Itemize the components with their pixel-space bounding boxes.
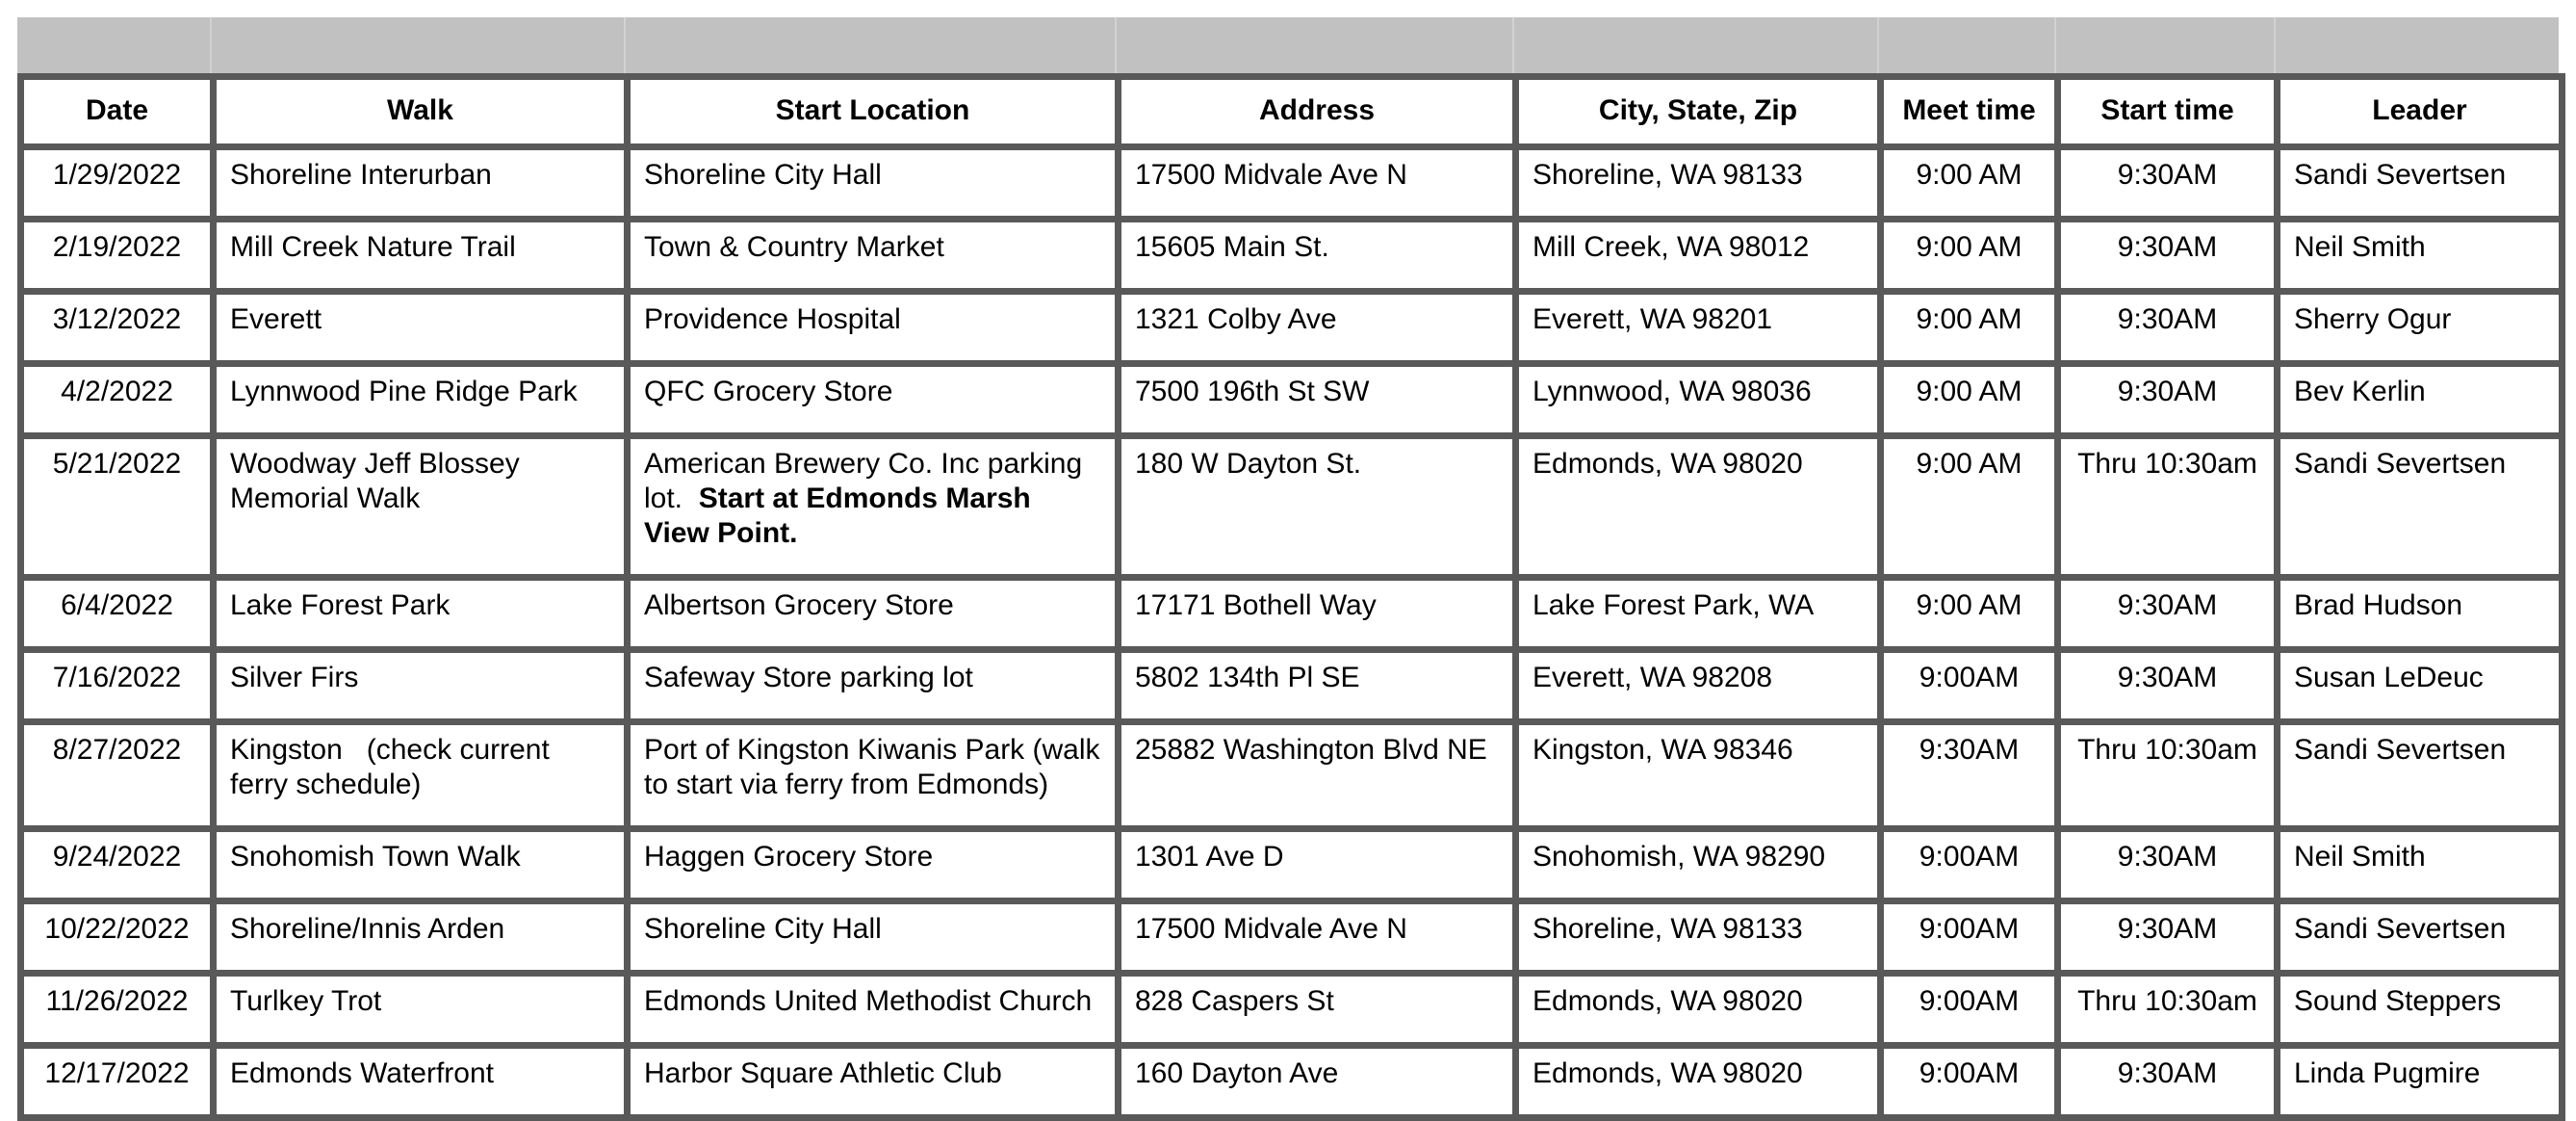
- cell-walk-text: Lynnwood Pine Ridge Park: [230, 376, 578, 407]
- cell-date[interactable]: [21, 292, 214, 364]
- cell-start-location-text: Shoreline City Hall: [644, 913, 882, 945]
- header-city-state-zip[interactable]: City, State, Zip: [1516, 77, 1881, 147]
- cell-start-time[interactable]: [2058, 1046, 2278, 1118]
- cell-start-location[interactable]: [628, 292, 1119, 364]
- cell-start-location-bold-text: Start at Edmonds Marsh View Point.: [644, 482, 1031, 549]
- cell-meet-time-text: 9:00 AM: [1916, 376, 2022, 407]
- cell-address[interactable]: [1119, 829, 1516, 901]
- cell-date-text: 8/27/2022: [52, 734, 182, 766]
- cell-start-time-text: Thru 10:30am: [2077, 734, 2257, 766]
- cell-meet-time-text: 9:00 AM: [1916, 159, 2022, 191]
- table-row: [21, 829, 2563, 901]
- cell-walk-text: Snohomish Town Walk: [230, 841, 521, 873]
- cell-date[interactable]: [21, 436, 214, 578]
- cell-address[interactable]: [1119, 722, 1516, 829]
- cell-leader-text: Bev Kerlin: [2294, 376, 2426, 407]
- cell-date-text: 7/16/2022: [52, 662, 182, 693]
- cell-start-time[interactable]: [2058, 829, 2278, 901]
- cell-walk-text: Shoreline/Innis Arden: [230, 913, 505, 945]
- cell-leader[interactable]: [2278, 220, 2563, 292]
- table-row: [21, 722, 2563, 829]
- cell-walk-text: Silver Firs: [230, 662, 359, 693]
- cell-start-time[interactable]: [2058, 220, 2278, 292]
- cell-date[interactable]: [21, 220, 214, 292]
- cell-walk-text: Everett: [230, 303, 322, 335]
- cell-date[interactable]: [21, 147, 214, 220]
- cell-address-text: 1301 Ave D: [1135, 841, 1284, 873]
- table-row: [21, 220, 2563, 292]
- cell-city-state-zip[interactable]: [1516, 436, 1881, 578]
- cell-date-text: 5/21/2022: [52, 448, 182, 480]
- cell-start-location[interactable]: [628, 436, 1119, 578]
- cell-start-time-text: Thru 10:30am: [2077, 448, 2257, 480]
- cell-walk[interactable]: [214, 436, 628, 578]
- cell-walk-text: Mill Creek Nature Trail: [230, 231, 516, 263]
- cell-leader[interactable]: [2278, 829, 2563, 901]
- cell-meet-time-text: 9:00AM: [1919, 985, 2020, 1017]
- cell-walk-text: Edmonds Waterfront: [230, 1057, 494, 1089]
- cell-start-location-text: Albertson Grocery Store: [644, 589, 954, 621]
- cell-start-time-text: 9:30AM: [2117, 913, 2218, 945]
- cell-start-location[interactable]: [628, 147, 1119, 220]
- cell-walk-text: Kingston (check current ferry schedule): [230, 734, 558, 800]
- cell-start-time[interactable]: [2058, 436, 2278, 578]
- table-row: [21, 364, 2563, 436]
- table-row: [21, 578, 2563, 650]
- table-row: [21, 436, 2563, 578]
- cell-start-location-text: Town & Country Market: [644, 231, 944, 263]
- cell-walk-text: Turlkey Trot: [230, 985, 382, 1017]
- cell-start-time-text: 9:30AM: [2117, 662, 2218, 693]
- cell-start-time-text: 9:30AM: [2117, 231, 2218, 263]
- cell-start-location[interactable]: [628, 722, 1119, 829]
- cell-start-location-text: American Brewery Co. Inc parking lot.: [644, 448, 1091, 514]
- cell-start-location[interactable]: [628, 220, 1119, 292]
- cell-date[interactable]: [21, 578, 214, 650]
- cell-leader[interactable]: [2278, 292, 2563, 364]
- cell-leader-text: Sandi Severtsen: [2294, 913, 2507, 945]
- cell-meet-time[interactable]: [1881, 650, 2058, 722]
- cell-city-state-zip-text: Shoreline, WA 98133: [1533, 913, 1803, 945]
- cell-leader[interactable]: [2278, 650, 2563, 722]
- cell-date-text: 12/17/2022: [44, 1057, 190, 1089]
- cell-city-state-zip[interactable]: [1516, 1046, 1881, 1118]
- cell-start-location[interactable]: [628, 364, 1119, 436]
- cell-start-time[interactable]: [2058, 974, 2278, 1046]
- cell-start-location[interactable]: [628, 1046, 1119, 1118]
- cell-walk[interactable]: [214, 901, 628, 974]
- cell-address[interactable]: [1119, 292, 1516, 364]
- header-start-time[interactable]: Start time: [2058, 77, 2278, 147]
- cell-city-state-zip[interactable]: [1516, 974, 1881, 1046]
- cell-meet-time-text: 9:00AM: [1919, 913, 2020, 945]
- cell-start-location[interactable]: [628, 901, 1119, 974]
- cell-date-text: 3/12/2022: [52, 303, 182, 335]
- cell-walk[interactable]: [214, 364, 628, 436]
- cell-start-time[interactable]: [2058, 578, 2278, 650]
- cell-address-text: 160 Dayton Ave: [1135, 1057, 1339, 1089]
- cell-date[interactable]: [21, 901, 214, 974]
- cell-city-state-zip[interactable]: [1516, 650, 1881, 722]
- cell-leader-text: Brad Hudson: [2294, 589, 2463, 621]
- table-row: [21, 147, 2563, 220]
- cell-city-state-zip-text: Snohomish, WA 98290: [1533, 841, 1826, 873]
- cell-city-state-zip[interactable]: [1516, 829, 1881, 901]
- cell-walk[interactable]: [214, 292, 628, 364]
- header-address[interactable]: Address: [1119, 77, 1516, 147]
- cell-meet-time-text: 9:00 AM: [1916, 303, 2022, 335]
- cell-walk[interactable]: [214, 650, 628, 722]
- cell-meet-time[interactable]: [1881, 147, 2058, 220]
- cell-start-time-text: 9:30AM: [2117, 376, 2218, 407]
- cell-address-text: 17500 Midvale Ave N: [1135, 913, 1407, 945]
- cell-start-time-text: 9:30AM: [2117, 589, 2218, 621]
- cell-city-state-zip-text: Edmonds, WA 98020: [1533, 985, 1803, 1017]
- cell-date[interactable]: [21, 974, 214, 1046]
- cell-address[interactable]: [1119, 220, 1516, 292]
- cell-date[interactable]: [21, 650, 214, 722]
- cell-meet-time-text: 9:00 AM: [1916, 448, 2022, 480]
- cell-city-state-zip[interactable]: [1516, 578, 1881, 650]
- cell-start-time[interactable]: [2058, 722, 2278, 829]
- cell-meet-time[interactable]: [1881, 722, 2058, 829]
- table-row: [21, 1046, 2563, 1118]
- cell-leader[interactable]: [2278, 974, 2563, 1046]
- cell-address[interactable]: [1119, 650, 1516, 722]
- cell-walk[interactable]: [214, 829, 628, 901]
- cell-meet-time[interactable]: [1881, 1046, 2058, 1118]
- cell-leader-text: Linda Pugmire: [2294, 1057, 2481, 1089]
- cell-walk[interactable]: [214, 578, 628, 650]
- cell-city-state-zip-text: Edmonds, WA 98020: [1533, 448, 1803, 480]
- cell-address-text: 5802 134th Pl SE: [1135, 662, 1360, 693]
- cell-meet-time[interactable]: [1881, 364, 2058, 436]
- cell-date[interactable]: [21, 1046, 214, 1118]
- cell-start-location[interactable]: [628, 650, 1119, 722]
- cell-leader-text: Sandi Severtsen: [2294, 734, 2507, 766]
- cell-date-text: 6/4/2022: [61, 589, 173, 621]
- cell-city-state-zip[interactable]: [1516, 901, 1881, 974]
- cell-leader-text: Sandi Severtsen: [2294, 448, 2507, 480]
- cell-start-time-text: 9:30AM: [2117, 841, 2218, 873]
- table-row: [21, 650, 2563, 722]
- cell-city-state-zip-text: Kingston, WA 98346: [1533, 734, 1793, 766]
- table-row: [21, 901, 2563, 974]
- cell-address-text: 180 W Dayton St.: [1135, 448, 1362, 480]
- cell-meet-time-text: 9:00AM: [1919, 1057, 2020, 1089]
- cell-leader-text: Neil Smith: [2294, 841, 2426, 873]
- cell-leader-text: Neil Smith: [2294, 231, 2426, 263]
- cell-city-state-zip[interactable]: [1516, 147, 1881, 220]
- cell-leader[interactable]: [2278, 1046, 2563, 1118]
- header-row: [21, 77, 2563, 147]
- cell-address[interactable]: [1119, 364, 1516, 436]
- cell-city-state-zip-text: Lynnwood, WA 98036: [1533, 376, 1812, 407]
- cell-leader[interactable]: [2278, 901, 2563, 974]
- cell-start-location-text: Port of Kingston Kiwanis Park (walk to start via ferry from Edmonds): [644, 734, 1108, 800]
- cell-leader[interactable]: [2278, 436, 2563, 578]
- cell-leader[interactable]: [2278, 364, 2563, 436]
- cell-date[interactable]: [21, 722, 214, 829]
- cell-leader[interactable]: [2278, 147, 2563, 220]
- cell-start-time-text: 9:30AM: [2117, 303, 2218, 335]
- cell-walk[interactable]: [214, 220, 628, 292]
- cell-meet-time[interactable]: [1881, 901, 2058, 974]
- cell-walk-text: Shoreline Interurban: [230, 159, 492, 191]
- cell-address-text: 828 Caspers St: [1135, 985, 1334, 1017]
- cell-city-state-zip-text: Lake Forest Park, WA: [1533, 589, 1815, 621]
- cell-city-state-zip[interactable]: [1516, 722, 1881, 829]
- cell-date[interactable]: [21, 364, 214, 436]
- cell-address[interactable]: [1119, 578, 1516, 650]
- cell-address-text: 1321 Colby Ave: [1135, 303, 1337, 335]
- cell-address-text: 25882 Washington Blvd NE: [1135, 734, 1487, 766]
- cell-address[interactable]: [1119, 1046, 1516, 1118]
- cell-walk[interactable]: [214, 722, 628, 829]
- cell-meet-time-text: 9:00AM: [1919, 841, 2020, 873]
- cell-city-state-zip[interactable]: [1516, 220, 1881, 292]
- cell-start-time[interactable]: [2058, 650, 2278, 722]
- cell-meet-time[interactable]: [1881, 436, 2058, 578]
- cell-meet-time[interactable]: [1881, 220, 2058, 292]
- cell-city-state-zip-text: Shoreline, WA 98133: [1533, 159, 1803, 191]
- cell-city-state-zip-text: Edmonds, WA 98020: [1533, 1057, 1803, 1089]
- cell-address-text: 7500 196th St SW: [1135, 376, 1370, 407]
- cell-address-text: 17171 Bothell Way: [1135, 589, 1377, 621]
- column-header-strip: [17, 17, 2559, 75]
- cell-meet-time-text: 9:00 AM: [1916, 589, 2022, 621]
- cell-walk[interactable]: [214, 147, 628, 220]
- cell-leader[interactable]: [2278, 578, 2563, 650]
- cell-city-state-zip[interactable]: [1516, 292, 1881, 364]
- cell-date-text: 10/22/2022: [44, 913, 190, 945]
- cell-meet-time[interactable]: [1881, 292, 2058, 364]
- cell-walk-text: Woodway Jeff Blossey Memorial Walk: [230, 448, 528, 514]
- cell-start-location-text: Haggen Grocery Store: [644, 841, 934, 873]
- cell-walk-text: Lake Forest Park: [230, 589, 451, 621]
- cell-start-time[interactable]: [2058, 292, 2278, 364]
- cell-address[interactable]: [1119, 901, 1516, 974]
- cell-date-text: 9/24/2022: [52, 841, 182, 873]
- cell-start-time-text: 9:30AM: [2117, 1057, 2218, 1089]
- cell-start-time[interactable]: [2058, 901, 2278, 974]
- cell-meet-time-text: 9:00AM: [1919, 662, 2020, 693]
- cell-start-location-text: Shoreline City Hall: [644, 159, 882, 191]
- header-meet-time[interactable]: Meet time: [1881, 77, 2058, 147]
- cell-meet-time[interactable]: [1881, 974, 2058, 1046]
- cell-address-text: 17500 Midvale Ave N: [1135, 159, 1407, 191]
- cell-meet-time[interactable]: [1881, 578, 2058, 650]
- header-walk[interactable]: Walk: [214, 77, 628, 147]
- walk-schedule-table: [17, 73, 2565, 1121]
- cell-start-location[interactable]: [628, 829, 1119, 901]
- cell-leader-text: Sandi Severtsen: [2294, 159, 2507, 191]
- cell-city-state-zip-text: Everett, WA 98201: [1533, 303, 1773, 335]
- cell-date-text: 11/26/2022: [45, 985, 189, 1017]
- cell-start-location[interactable]: [628, 578, 1119, 650]
- cell-start-time[interactable]: [2058, 147, 2278, 220]
- cell-address[interactable]: [1119, 974, 1516, 1046]
- cell-start-location-text: Harbor Square Athletic Club: [644, 1057, 1002, 1089]
- header-date[interactable]: Date: [21, 77, 214, 147]
- cell-date-text: 2/19/2022: [52, 231, 182, 263]
- cell-date-text: 1/29/2022: [52, 159, 182, 191]
- cell-leader-text: Susan LeDeuc: [2294, 662, 2484, 693]
- cell-start-time[interactable]: [2058, 364, 2278, 436]
- cell-start-time-text: Thru 10:30am: [2077, 985, 2257, 1017]
- cell-start-location-text: Edmonds United Methodist Church: [644, 985, 1093, 1017]
- cell-city-state-zip[interactable]: [1516, 364, 1881, 436]
- cell-leader-text: Sherry Ogur: [2294, 303, 2452, 335]
- cell-start-location-text: QFC Grocery Store: [644, 376, 893, 407]
- cell-leader-text: Sound Steppers: [2294, 985, 2502, 1017]
- cell-city-state-zip-text: Everett, WA 98208: [1533, 662, 1773, 693]
- header-start-location[interactable]: Start Location: [628, 77, 1119, 147]
- cell-walk[interactable]: [214, 1046, 628, 1118]
- cell-date[interactable]: [21, 829, 214, 901]
- table-row: [21, 292, 2563, 364]
- cell-address[interactable]: [1119, 147, 1516, 220]
- header-leader[interactable]: Leader: [2278, 77, 2563, 147]
- cell-start-time-text: 9:30AM: [2117, 159, 2218, 191]
- cell-meet-time-text: 9:00 AM: [1916, 231, 2022, 263]
- cell-start-location-text: Providence Hospital: [644, 303, 901, 335]
- cell-walk[interactable]: [214, 974, 628, 1046]
- cell-meet-time-text: 9:30AM: [1919, 734, 2020, 766]
- cell-address-text: 15605 Main St.: [1135, 231, 1329, 263]
- cell-start-location[interactable]: [628, 974, 1119, 1046]
- cell-leader[interactable]: [2278, 722, 2563, 829]
- cell-date-text: 4/2/2022: [61, 376, 173, 407]
- cell-start-location-text: Safeway Store parking lot: [644, 662, 973, 693]
- cell-meet-time[interactable]: [1881, 829, 2058, 901]
- cell-address[interactable]: [1119, 436, 1516, 578]
- table-row: [21, 974, 2563, 1046]
- cell-city-state-zip-text: Mill Creek, WA 98012: [1533, 231, 1810, 263]
